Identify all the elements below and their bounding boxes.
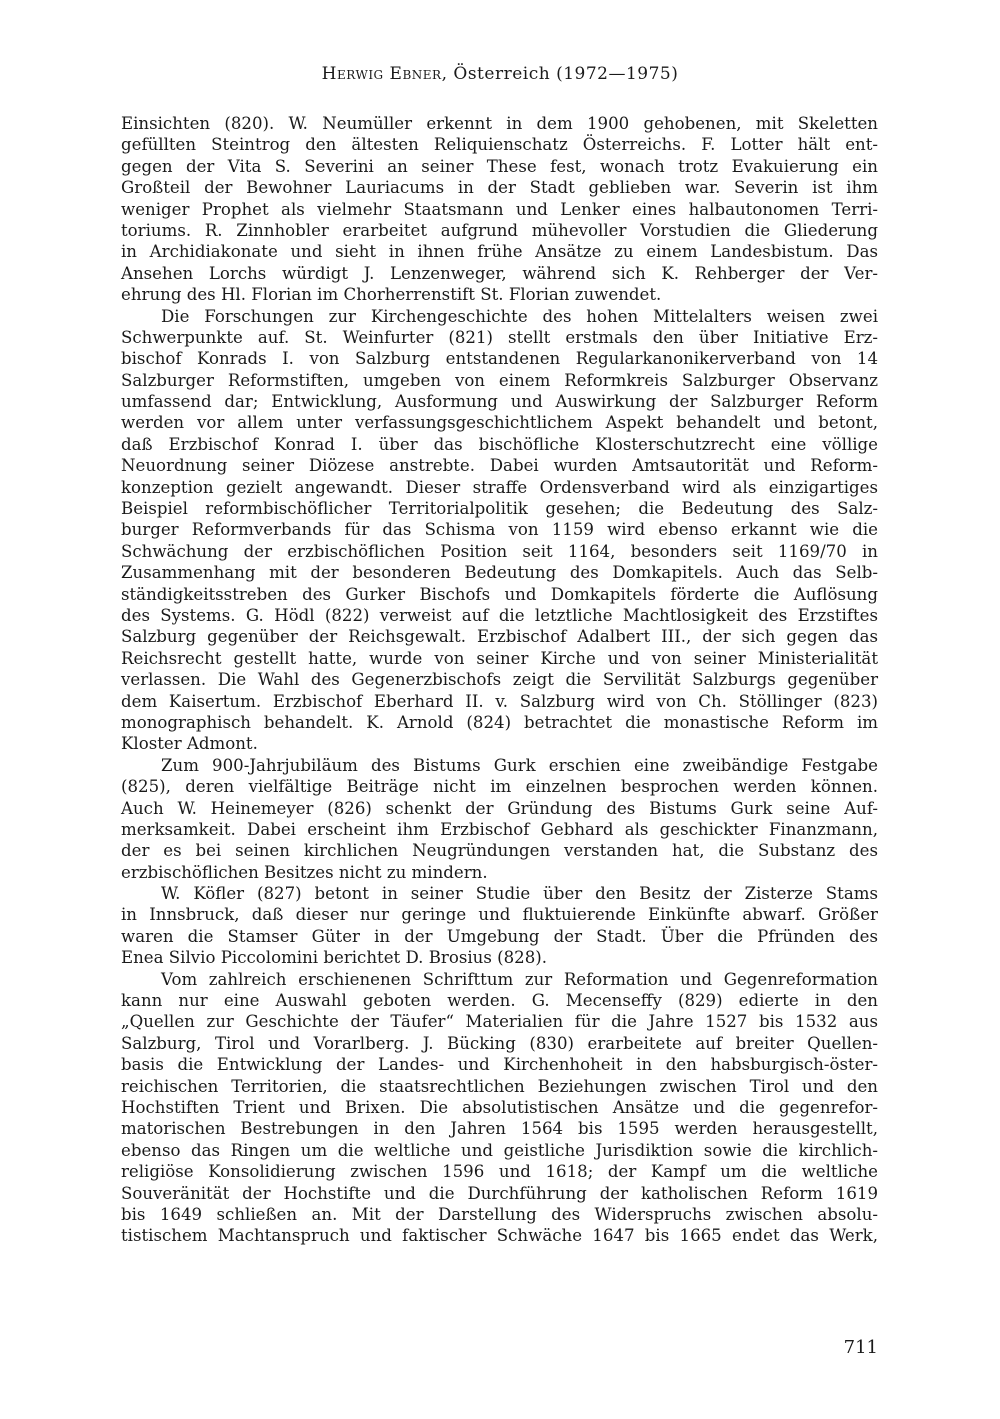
text-line: umfassend dar; Entwicklung, Ausformung und Auswirkung der Salzburger Reform (121, 392, 878, 412)
text-line: Die Forschungen zur Kirchengeschichte des hohen Mittelalters weisen zwei (161, 306, 878, 326)
running-head (0, 64, 1000, 84)
text-line: in Innsbruck, daß dieser nur geringe und fluktuierende Einkünfte abwarf. Größer (121, 905, 878, 925)
text-line: dem Kaisertum. Erzbischof Eberhard II. v. Salzburg wird von Ch. Stöllinger (823) (121, 691, 878, 711)
text-line: Großteil der Bewohner Lauriacums in der Stadt geblieben war. Severin ist ihm (121, 178, 878, 198)
text-line: weniger Prophet als vielmehr Staatsmann und Lenker eines halbautonomen Terri- (121, 199, 878, 219)
text-line: des Systems. G. Hödl (822) verweist auf die letztliche Machtlosigkeit des Erzstiftes (121, 605, 878, 625)
text-line: merksamkeit. Dabei erscheint ihm Erzbischof Gebhard als geschickter Finanzmann, (121, 819, 878, 839)
text-line: „Quellen zur Geschichte der Täufer“ Materialien für die Jahre 1527 bis 1532 aus (121, 1012, 878, 1032)
text-line: reichischen Territorien, die staatsrechtlichen Beziehungen zwischen Tirol und den (121, 1076, 878, 1096)
text-line: in Archidiakonate und sieht in ihnen frühe Ansätze zu einem Landesbistum. Das (121, 242, 878, 262)
text-line: bis 1649 schließen an. Mit der Darstellung des Widerspruchs zwischen absolu- (121, 1204, 878, 1224)
running-head-author: Herwig Ebner (321, 64, 442, 84)
text-line: Auch W. Heinemeyer (826) schenkt der Gründung des Bistums Gurk seine Auf- (121, 798, 878, 818)
text-line: kann nur eine Auswahl geboten werden. G. Mecenseffy (829) edierte in den (121, 991, 878, 1011)
text-line: bischof Konrads I. von Salzburg entstandenen Regularkanonikerverband von 14 (121, 349, 878, 369)
text-line: Neuordnung seiner Diözese anstrebte. Dabei wurden Amtsautorität und Reform- (121, 456, 878, 476)
text-line: toriums. R. Zinnhobler erarbeitet aufgrund mühevoller Vorstudien die Gliederung (121, 220, 878, 240)
text-line: ehrung des Hl. Florian im Chorherrenstift St. Florian zuwendet. (121, 285, 662, 305)
text-line: W. Köfler (827) betont in seiner Studie über den Besitz der Zisterze Stams (161, 884, 878, 904)
text-line: Schwerpunkte auf. St. Weinfurter (821) stellt erstmals den über Initiative Erz- (121, 327, 878, 347)
text-line: Reichsrecht gestellt hatte, wurde von seiner Kirche und von seiner Ministerialität (121, 648, 878, 668)
text-line: matorischen Bestrebungen in den Jahren 1564 bis 1595 werden herausgestellt, (121, 1119, 878, 1139)
text-line: gegen der Vita S. Severini an seiner These fest, wonach trotz Evakuierung ein (121, 156, 878, 176)
text-line: Zusammenhang mit der besonderen Bedeutung des Domkapitels. Auch das Selb- (121, 563, 878, 583)
running-head-title: Österreich (1972—1975) (453, 64, 679, 84)
text-line: monographisch behandelt. K. Arnold (824) betrachtet die monastische Reform im (121, 712, 878, 732)
text-line: Vom zahlreich erschienenen Schrifttum zur Reformation und Gegenreformation (161, 969, 878, 989)
text-line: verlassen. Die Wahl des Gegenerzbischofs zeigt die Servilität Salzburgs gegenüber (121, 670, 878, 690)
text-line: daß Erzbischof Konrad I. über das bischöfliche Klosterschutzrecht eine völlige (121, 434, 878, 454)
text-line: Einsichten (820). W. Neumüller erkennt in dem 1900 gehobenen, mit Skeletten (121, 114, 878, 133)
text-line: werden vor allem unter verfassungsgeschichtlichem Aspekt behandelt und betont, (121, 413, 878, 433)
text-line: Salzburger Reformstiften, umgeben von einem Reformkreis Salzburger Observanz (121, 370, 878, 390)
text-line: Ansehen Lorchs würdigt J. Lenzenweger, während sich K. Rehberger der Ver- (121, 263, 878, 283)
text-line: konzeption gezielt angewandt. Dieser straffe Ordensverband wird als einzigartiges (121, 477, 878, 497)
text-line: Zum 900-Jahrjubiläum des Bistums Gurk erschien eine zweibändige Festgabe (161, 755, 878, 775)
text-line: (825), deren vielfältige Beiträge nicht im einzelnen besprochen werden können. (121, 777, 878, 797)
text-line: ebenso das Ringen um die weltliche und geistliche Jurisdiktion sowie die kirchlich- (121, 1140, 878, 1160)
text-line: Souveränität der Hochstifte und die Durchführung der katholischen Reform 1619 (121, 1183, 878, 1203)
text-line: der es bei seinen kirchlichen Neugründungen verstanden hat, die Substanz des (121, 841, 878, 861)
text-line: erzbischöflichen Besitzes nicht zu mindern. (121, 862, 488, 882)
text-line: gefüllten Steintrog den ältesten Reliquienschatz Österreichs. F. Lotter hält ent- (121, 135, 878, 155)
text-line: Salzburg, Tirol und Vorarlberg. J. Bücking (830) erarbeitete auf breiter Quellen- (121, 1033, 878, 1053)
text-line: Schwächung der erzbischöflichen Position seit 1164, besonders seit 1169/70 in (121, 541, 878, 561)
text-line: waren die Stamser Güter in der Umgebung der Stadt. Über die Pfründen des (121, 926, 878, 946)
text-line: Enea Silvio Piccolomini berichtet D. Brosius (828). (121, 948, 548, 968)
text-line: Kloster Admont. (121, 734, 258, 754)
text-line: basis die Entwicklung der Landes- und Kirchenhoheit in den habsburgisch-öster- (121, 1055, 878, 1075)
text-line: religiöse Konsolidierung zwischen 1596 und 1618; der Kampf um die weltliche (121, 1162, 878, 1182)
body-text (121, 113, 878, 1247)
text-line: burger Reformverbands für das Schisma von 1159 wird ebenso erkannt wie die (121, 520, 878, 540)
text-line: Hochstiften Trient und Brixen. Die absolutistischen Ansätze und die gegenrefor- (121, 1097, 878, 1117)
text-line: Beispiel reformbischöflicher Territorialpolitik gesehen; die Bedeutung des Salz- (121, 499, 878, 519)
running-head-separator: , (441, 64, 454, 84)
page-number: 711 (843, 1337, 878, 1358)
text-line: Salzburg gegenüber der Reichsgewalt. Erzbischof Adalbert III., der sich gegen das (121, 627, 878, 647)
text-line: ständigkeitsstreben des Gurker Bischofs und Domkapitels förderte die Auflösung (121, 584, 878, 604)
text-line: tistischem Machtanspruch und faktischer Schwäche 1647 bis 1665 endet das Werk, (121, 1226, 878, 1246)
